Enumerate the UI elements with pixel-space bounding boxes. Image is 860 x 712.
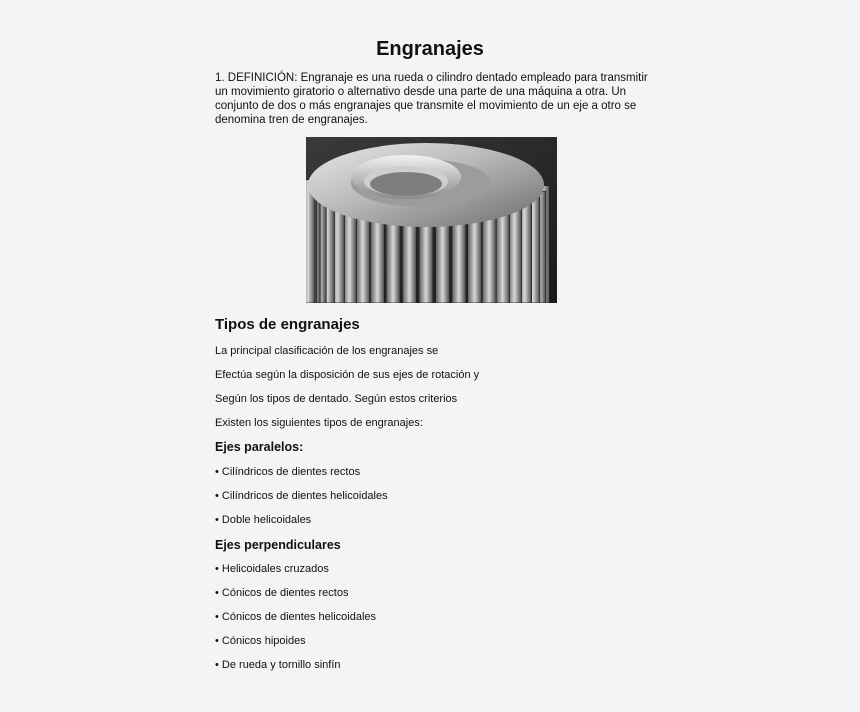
gear-tooth xyxy=(306,180,315,303)
gear-tooth xyxy=(468,217,482,303)
perpendicular-heading: Ejes perpendiculares xyxy=(215,538,341,552)
section-title: Tipos de engranajes xyxy=(215,316,360,333)
gear-tooth xyxy=(482,215,496,304)
paragraph-line: Efectúa según la disposición de sus ejes de rotación y xyxy=(215,369,480,381)
gear-tooth xyxy=(356,215,370,304)
gear-tooth xyxy=(452,219,466,303)
list-item: • Doble helicoidales xyxy=(215,514,312,526)
gear-tooth xyxy=(496,211,510,303)
list-item: • Helicoidales cruzados xyxy=(215,563,329,575)
parallel-heading: Ejes paralelos: xyxy=(215,440,304,454)
gear-photo xyxy=(306,137,557,303)
definition-paragraph: 1. DEFINICIÓN: Engranaje es una rueda o cilindro dentado empleado para transmitir un movimiento giratorio o alternativo desde una parte de una máquina a otra. Un conjunto de dos o más engranajes que transmite el movimiento de un eje a otro se denomina tren de engranajes. xyxy=(215,72,648,126)
gear-tooth xyxy=(370,217,384,303)
page-title: Engranajes xyxy=(376,38,484,60)
gear-illustration xyxy=(306,137,557,303)
gear-tooth xyxy=(386,219,400,303)
list-item: • Cónicos hipoides xyxy=(215,635,306,647)
list-item: • Cónicos de dientes helicoidales xyxy=(215,611,377,623)
paragraph-line: La principal clasificación de los engranajes se xyxy=(215,345,439,357)
gear-tooth xyxy=(436,221,450,303)
paragraph-line: Según los tipos de dentado. Según estos criterios xyxy=(215,393,458,405)
list-item: • Cilíndricos de dientes helicoidales xyxy=(215,490,388,502)
list-item: • De rueda y tornillo sinfín xyxy=(215,659,341,671)
paragraph-line: Existen los siguientes tipos de engranajes: xyxy=(215,417,423,429)
gear-tooth xyxy=(402,221,416,303)
list-item: • Cilíndricos de dientes rectos xyxy=(215,466,361,478)
list-item: • Cónicos de dientes rectos xyxy=(215,587,349,599)
gear-tooth xyxy=(419,221,433,303)
